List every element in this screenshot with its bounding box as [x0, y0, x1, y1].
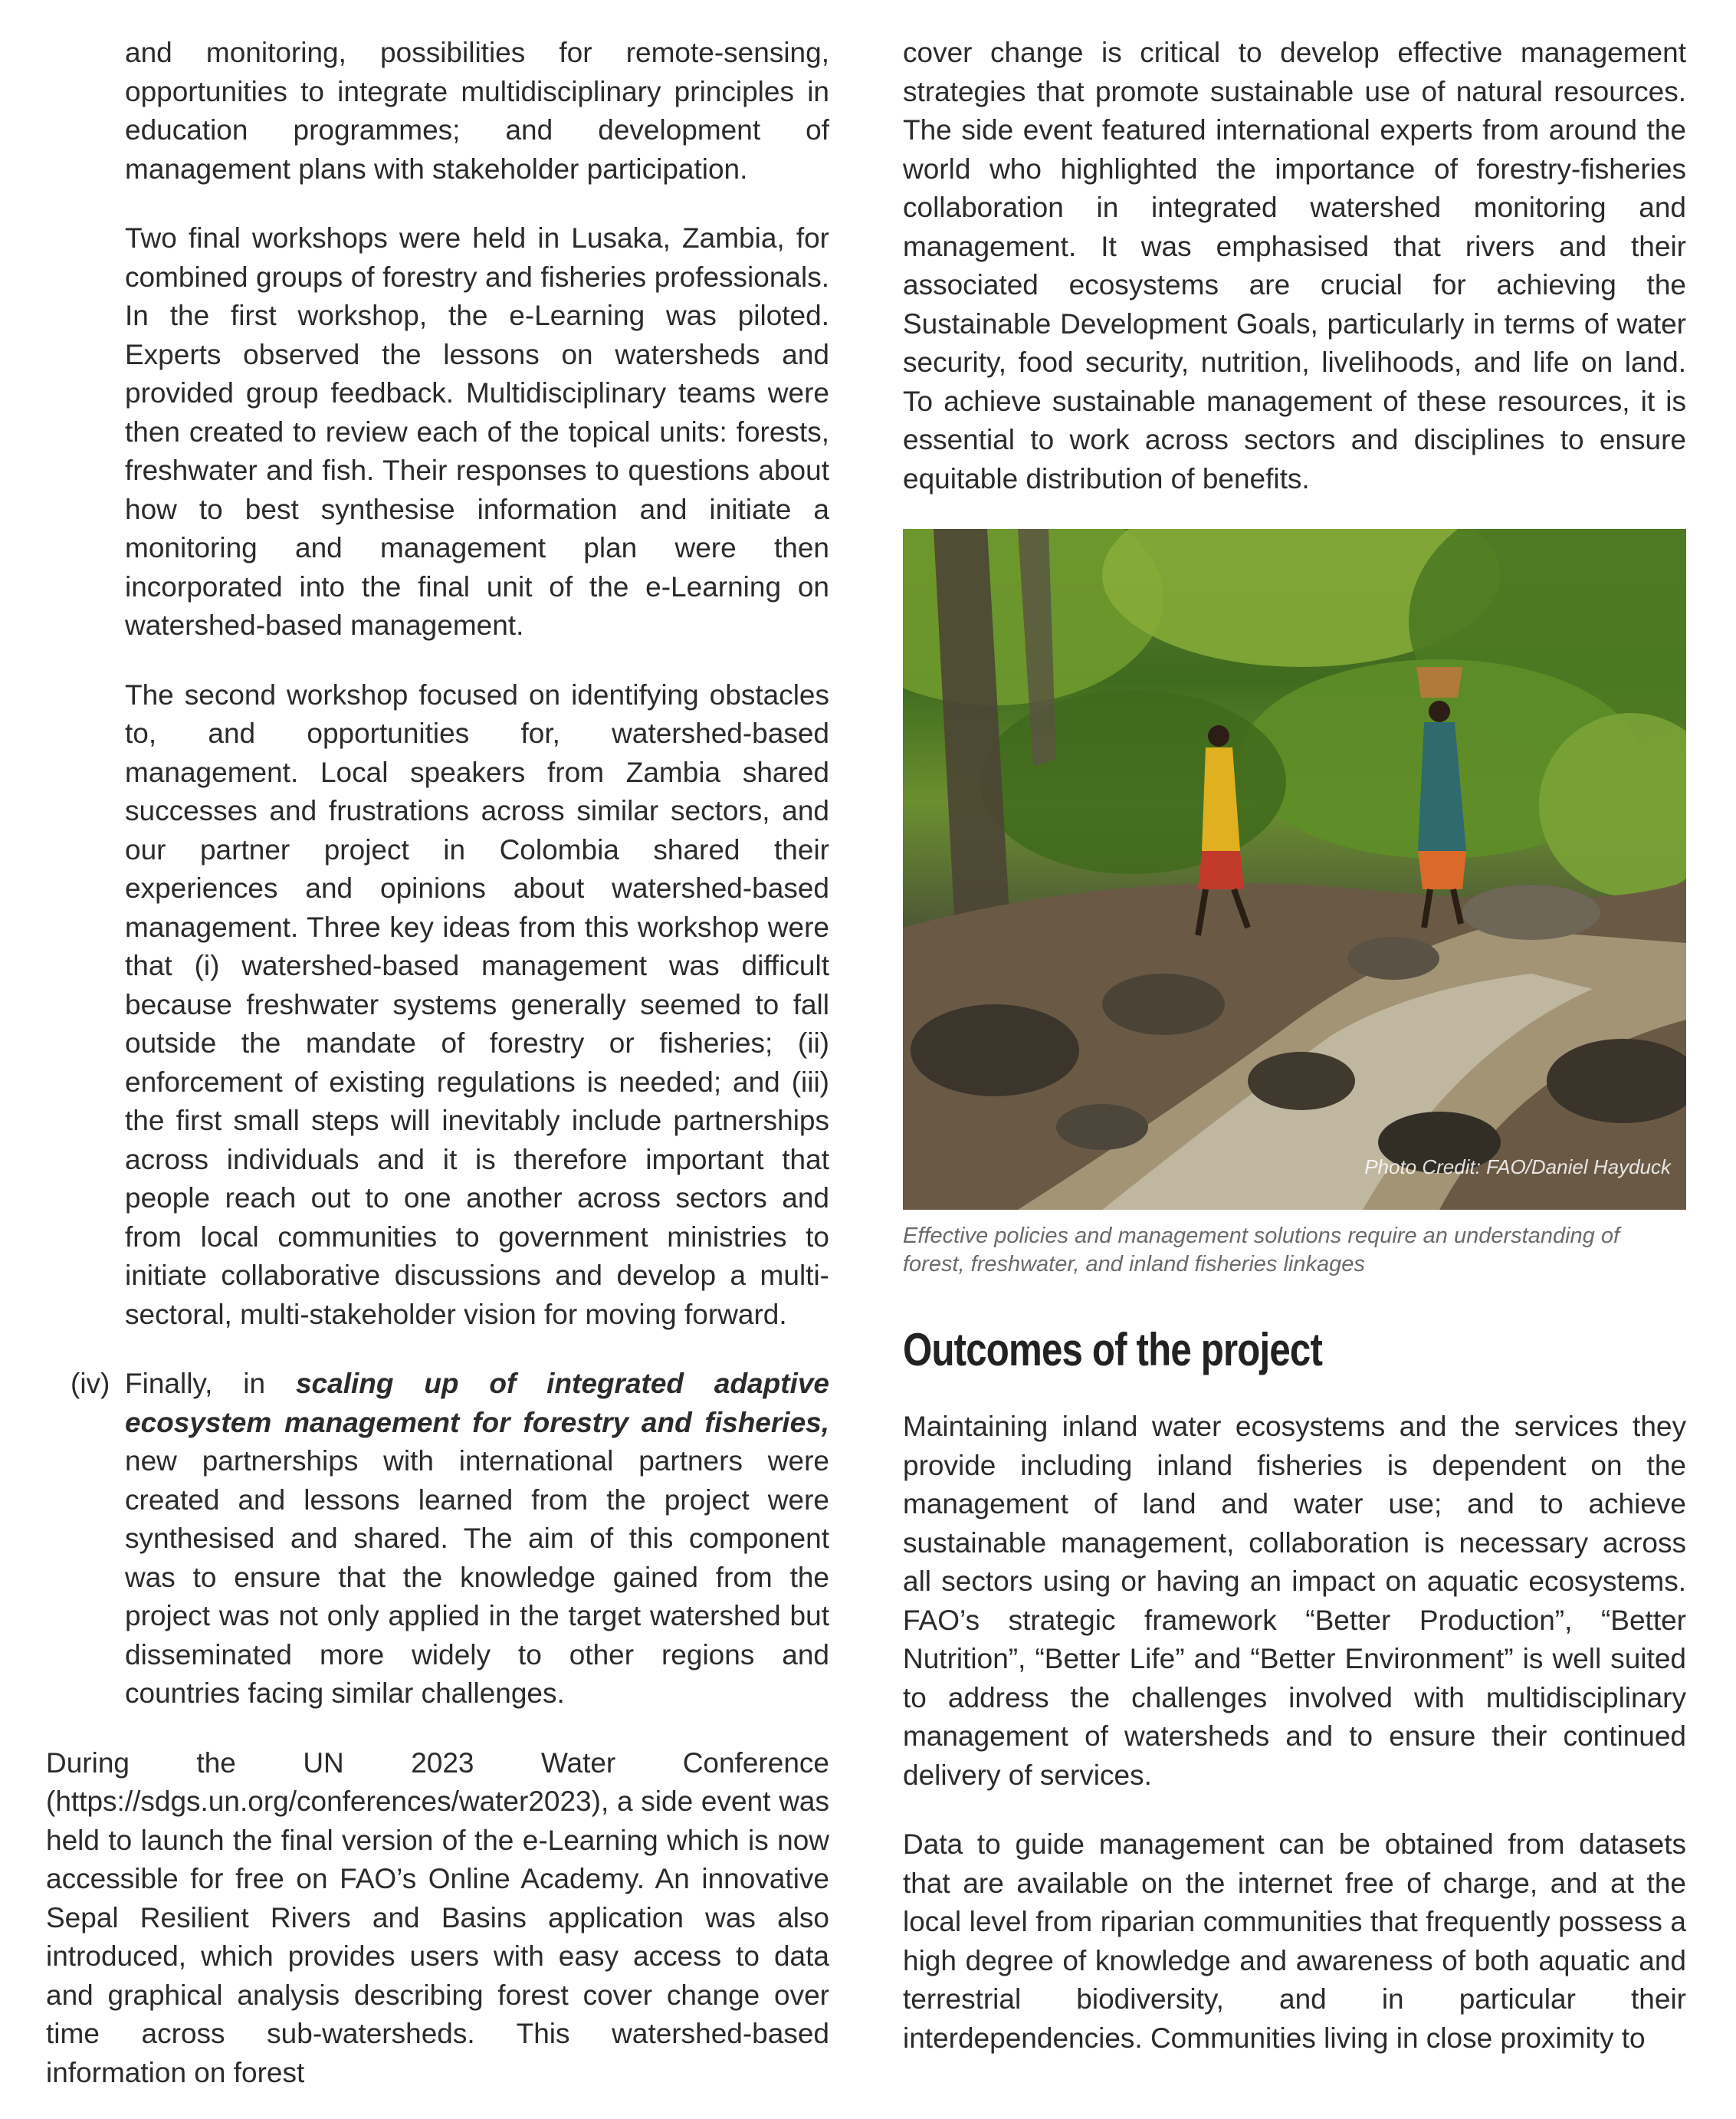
paragraph-maintaining-ecosystems: Maintaining inland water ecosystems and the services they provide including inland fisheries is dependent on the management of land and water use; and to achieve sustainable management, collaboration is necessary across all sectors using or having an impact on aquatic ecosystems. FAO’s strategic framework “Better Production”, “Better Nutrition”, “Better Life” and “Better Environment” is well suited to address the challenges involved with multidisciplinary management of watersheds and to ensure their continued delivery of services. [903, 1411, 1686, 1791]
photo-caption: Effective policies and management solutions require an understanding of forest, freshwater, and inland fisheries linkages [903, 1224, 1620, 1276]
list-item-text [125, 1365, 829, 1713]
list-item-lead: Finally, in [125, 1368, 296, 1399]
paragraph-data-guide: Data to guide management can be obtained from datasets that are available on the internet free of charge, and at the local level from riparian communities that frequently possess a high degree of knowledge and awareness of both aquatic and terrestrial biodiversity, and in particular their interdependencies. Communities living in close proximity to [903, 1828, 1686, 2054]
paragraph-second-workshop: The second workshop focused on identifying obstacles to, and opportunities for, watershed-based management. Local speakers from Zambia shared successes and frustrations across similar sectors, and our partner project in Colombia shared their experiences and opinions about watershed-based management. Three key ideas from this workshop were that (i) watershed-based management was difficult because freshwater systems generally seemed to fall outside the mandate of forestry or fisheries; (ii) enforcement of existing regulations is needed; and (iii) the first small steps will inevitably include partnerships across individuals and it is therefore important that people reach out to one another across sectors and from local communities to government ministries to initiate collaborative discussions and develop a multi-sectoral, multi-stakeholder vision for moving forward. [125, 678, 829, 1330]
section-heading: Outcomes of the project [903, 1324, 1323, 1375]
left-column [46, 34, 829, 2092]
paragraph-forest-cover: cover change is critical to develop effective management strategies that promote sustainable use of natural resources. The side event featured international experts from around the world who highlighted the importance of forestry-fisheries collaboration in integrated watershed monitoring and management. It was emphasised that rivers and their associated ecosystems are crucial for achieving the Sustainable Development Goals, particularly in terms of water security, food security, nutrition, livelihoods, and life on land. To achieve sustainable management of these resources, it is essential to work across sectors and disciplines to ensure equitable distribution of benefits. [903, 37, 1686, 494]
list-item-rest: new partnerships with international partners were created and lessons learned from the project were synthesised and shared. The aim of this component was to ensure that the knowledge gained from the project was not only applied in the target watershed but disseminated more widely to other regions and countries facing similar challenges. [125, 1445, 829, 1709]
photo-credit: Photo Credit: FAO/Daniel Hayduck [1364, 1155, 1671, 1178]
right-column [903, 34, 1686, 2058]
photo-illustration [903, 529, 1686, 1210]
list-number: (iv) [71, 1368, 110, 1399]
paragraph-monitoring: and monitoring, possibilities for remote-sensing, opportunities to integrate multidisciplinary principles in education programmes; and development of management plans with stakeholder participation. [125, 37, 829, 185]
list-item-bold-phrase: scaling up of integrated adaptive ecosystem management for forestry and fisheries, [125, 1368, 829, 1438]
paragraph-un-water-conference: During the UN 2023 Water Conference (https://sdgs.un.org/conferences/water2023), a side event was held to launch the final version of the e-Learning which is now accessible for free on FAO’s Online Academy. An innovative Sepal Resilient Rivers and Basins application was also introduced, which provides users with easy access to data and graphical analysis describing forest cover change over time across sub-watersheds. This watershed-based information on forest [46, 1746, 829, 2088]
paragraph-final-workshops: Two final workshops were held in Lusaka, Zambia, for combined groups of forestry and fisheries professionals. In the first workshop, the e-Learning was piloted. Experts observed the lessons on watersheds and provided group feedback. Multidisciplinary teams were then created to review each of the topical units: forests, freshwater and fish. Their responses to questions about how to best synthesise information and initiate a monitoring and management plan were then incorporated into the final unit of the e-Learning on watershed-based management. [125, 222, 829, 641]
list-item-iv [46, 1365, 829, 1713]
photo-women-crossing-stream [903, 529, 1686, 1210]
